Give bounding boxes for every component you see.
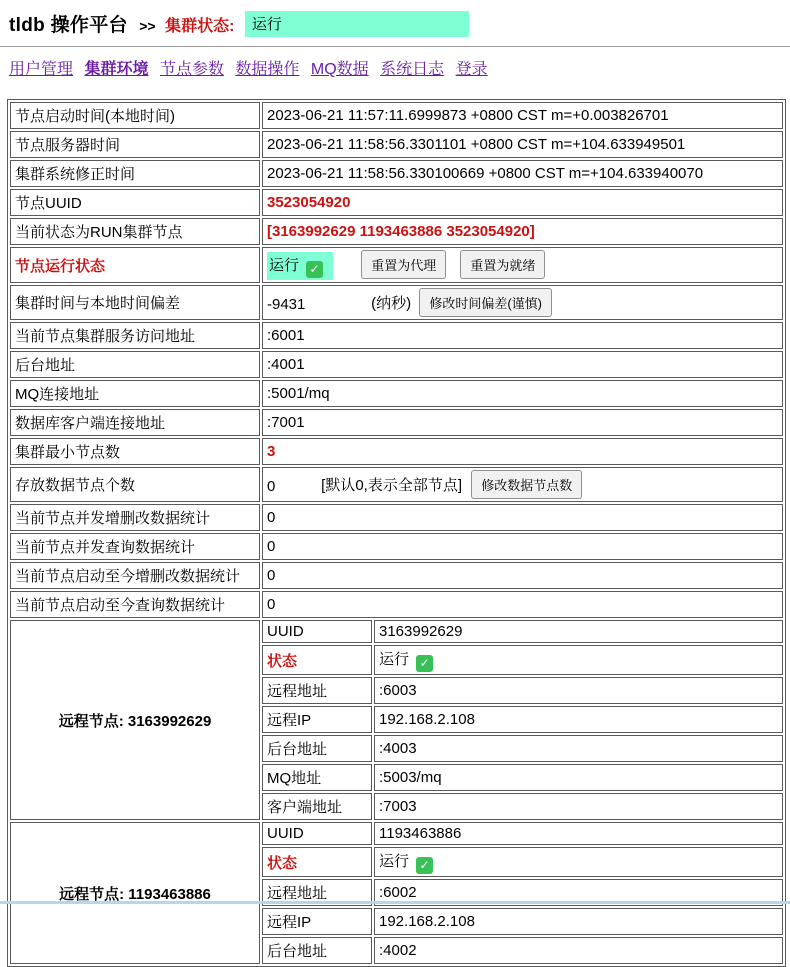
- nav-link-system-log[interactable]: 系统日志: [380, 61, 444, 78]
- row-value: 0: [262, 562, 783, 589]
- reset-proxy-button[interactable]: 重置为代理: [361, 250, 446, 279]
- min-nodes-value: 3: [262, 438, 783, 465]
- row-label: 集群最小节点数: [10, 438, 260, 465]
- nav-link-cluster-environment[interactable]: 集群环境: [84, 61, 148, 78]
- row-label: 节点启动时间(本地时间): [10, 102, 260, 129]
- remote-node-title: 远程节点: 3163992629: [10, 620, 260, 820]
- data-node-count-input[interactable]: [267, 478, 317, 495]
- row-label: 远程地址: [262, 879, 372, 906]
- row-label: 远程地址: [262, 677, 372, 704]
- row-value: :5003/mq: [374, 764, 783, 791]
- titlebar: [9, 10, 785, 36]
- node-status-cell: [374, 645, 783, 675]
- breadcrumb-separator: >>: [139, 18, 155, 34]
- node-status-label: 状态: [262, 847, 372, 877]
- check-icon: ✓: [416, 655, 433, 672]
- row-label: 当前节点并发增删改数据统计: [10, 504, 260, 531]
- row-value: 2023-06-21 11:58:56.3301101 +0800 CST m=+104.633949501: [262, 131, 783, 158]
- run-status-cell: [262, 247, 783, 283]
- table-row: [10, 380, 783, 407]
- nav-bar: [9, 56, 785, 79]
- row-value: 2023-06-21 11:58:56.330100669 +0800 CST m=+104.633940070: [262, 160, 783, 187]
- table-row: [10, 322, 783, 349]
- row-value: :4001: [262, 351, 783, 378]
- row-label: 节点服务器时间: [10, 131, 260, 158]
- nav-link-data-operations[interactable]: 数据操作: [235, 61, 299, 78]
- row-label: 节点UUID: [10, 189, 260, 216]
- row-label: 远程IP: [262, 908, 372, 935]
- remote-node-row: [10, 822, 783, 845]
- row-value: 0: [262, 533, 783, 560]
- row-value: 0: [262, 504, 783, 531]
- table-row: [10, 102, 783, 129]
- row-value: 1193463886: [374, 822, 783, 845]
- table-row: [10, 351, 783, 378]
- row-label: 数据库客户端连接地址: [10, 409, 260, 436]
- table-row: [10, 160, 783, 187]
- row-label: 后台地址: [262, 937, 372, 964]
- remote-node-row: [10, 620, 783, 643]
- row-value: 192.168.2.108: [374, 908, 783, 935]
- table-row-run-status: [10, 247, 783, 283]
- row-value: 2023-06-21 11:57:11.6999873 +0800 CST m=+0.003826701: [262, 102, 783, 129]
- row-value: :4002: [374, 937, 783, 964]
- row-label: 后台地址: [10, 351, 260, 378]
- row-value: :7001: [262, 409, 783, 436]
- table-row: [10, 504, 783, 531]
- data-node-count-note: [默认0,表示全部节点]: [321, 477, 462, 494]
- nav-link-login[interactable]: 登录: [456, 61, 488, 78]
- data-node-count-cell: [262, 467, 783, 502]
- time-offset-input[interactable]: [267, 296, 367, 313]
- row-value: 192.168.2.108: [374, 706, 783, 733]
- row-value: :6003: [374, 677, 783, 704]
- cluster-status-value: 运行: [245, 11, 469, 37]
- run-status-text: 运行: [269, 257, 299, 274]
- nav-link-user-management[interactable]: 用户管理: [9, 61, 73, 78]
- run-status-badge: [267, 252, 333, 280]
- row-value: :5001/mq: [262, 380, 783, 407]
- table-row: [10, 189, 783, 216]
- row-label: 当前节点启动至今查询数据统计: [10, 591, 260, 618]
- cluster-status-label: 集群状态:: [165, 18, 234, 35]
- table-row: [10, 533, 783, 560]
- modify-time-offset-button[interactable]: 修改时间偏差(谨慎): [419, 288, 552, 317]
- node-status-text: 运行: [379, 853, 409, 870]
- row-label: 远程IP: [262, 706, 372, 733]
- reset-ready-button[interactable]: 重置为就绪: [460, 250, 545, 279]
- table-row: [10, 591, 783, 618]
- node-status-label: 状态: [262, 645, 372, 675]
- run-nodes-list: [3163992629 1193463886 3523054920]: [262, 218, 783, 245]
- modify-data-node-count-button[interactable]: 修改数据节点数: [471, 470, 582, 499]
- cluster-status-table: [7, 99, 786, 967]
- app-title: tldb 操作平台: [9, 15, 128, 36]
- row-label: MQ连接地址: [10, 380, 260, 407]
- row-label: 存放数据节点个数: [10, 467, 260, 502]
- row-label: MQ地址: [262, 764, 372, 791]
- run-status-label: 节点运行状态: [10, 247, 260, 283]
- time-offset-unit: (纳秒): [371, 295, 411, 312]
- row-value: 0: [262, 591, 783, 618]
- row-value: 3163992629: [374, 620, 783, 643]
- row-label: 后台地址: [262, 735, 372, 762]
- row-label: 集群系统修正时间: [10, 160, 260, 187]
- table-row: [10, 131, 783, 158]
- row-label: 当前节点集群服务访问地址: [10, 322, 260, 349]
- node-uuid-value: 3523054920: [262, 189, 783, 216]
- time-offset-cell: [262, 285, 783, 320]
- node-status-cell: [374, 847, 783, 877]
- row-value: :4003: [374, 735, 783, 762]
- table-row: [10, 438, 783, 465]
- node-status-text: 运行: [379, 651, 409, 668]
- table-row-data-node-count: [10, 467, 783, 502]
- nav-link-node-params[interactable]: 节点参数: [160, 61, 224, 78]
- divider: [0, 46, 790, 47]
- table-row-time-offset: [10, 285, 783, 320]
- row-label: 当前节点启动至今增删改数据统计: [10, 562, 260, 589]
- table-row: [10, 562, 783, 589]
- row-value: :6002: [374, 879, 783, 906]
- remote-node-title: 远程节点: 1193463886: [10, 822, 260, 964]
- row-label: UUID: [262, 620, 372, 643]
- table-row: [10, 218, 783, 245]
- row-value: :7003: [374, 793, 783, 820]
- row-label: 当前节点并发查询数据统计: [10, 533, 260, 560]
- table-row: [10, 409, 783, 436]
- check-icon: ✓: [306, 261, 323, 278]
- row-label: UUID: [262, 822, 372, 845]
- row-label: 当前状态为RUN集群节点: [10, 218, 260, 245]
- row-label: 集群时间与本地时间偏差: [10, 285, 260, 320]
- row-label: 客户端地址: [262, 793, 372, 820]
- row-value: :6001: [262, 322, 783, 349]
- nav-link-mq-data[interactable]: MQ数据: [311, 61, 369, 78]
- check-icon: ✓: [416, 857, 433, 874]
